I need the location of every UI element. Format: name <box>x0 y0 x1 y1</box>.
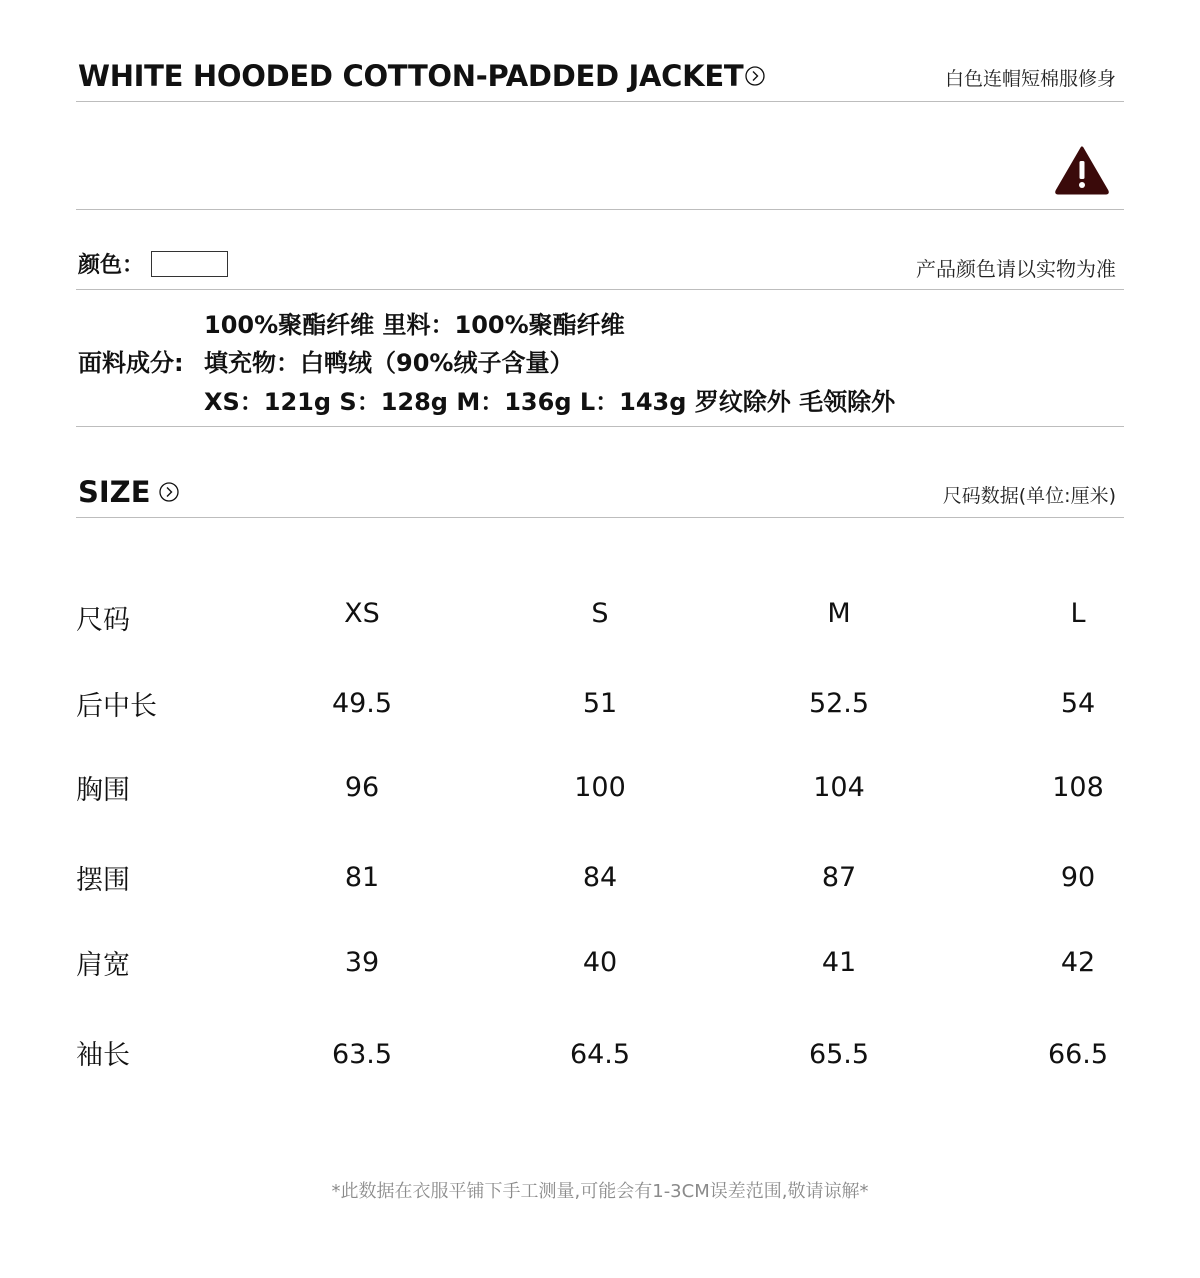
size-header-cell: L <box>1070 598 1086 629</box>
table-cell: 90 <box>1060 862 1096 893</box>
table-cell: 104 <box>813 772 865 803</box>
color-note: 产品颜色请以实物为准 <box>916 257 1116 281</box>
product-subtitle-cn: 白色连帽短棉服修身 <box>944 68 1116 90</box>
color-swatch <box>151 251 228 277</box>
table-cell: 39 <box>344 947 380 978</box>
fabric-line: XS：121g S：128g M：136g L：143g 罗纹除外 毛领除外 <box>204 388 896 416</box>
size-heading <box>78 474 179 510</box>
size-header-cell: M <box>827 598 851 629</box>
table-cell: 108 <box>1052 772 1104 803</box>
table-cell: 66.5 <box>1047 1039 1109 1070</box>
table-row <box>0 1033 1200 1073</box>
table-row <box>0 768 1200 808</box>
table-row <box>0 684 1200 724</box>
divider <box>76 289 1124 290</box>
chevron-circle-icon <box>745 66 765 86</box>
row-label: 尺码 <box>76 605 130 636</box>
table-cell: 52.5 <box>808 688 870 719</box>
size-header-cell: S <box>591 598 609 629</box>
size-heading-text: SIZE <box>78 475 151 509</box>
table-header-row <box>0 598 1200 638</box>
table-cell: 96 <box>344 772 380 803</box>
table-cell: 42 <box>1060 947 1096 978</box>
table-cell: 65.5 <box>808 1039 870 1070</box>
fabric-line: 填充物：白鸭绒（90%绒子含量） <box>204 349 574 377</box>
table-cell: 84 <box>582 862 618 893</box>
row-label: 袖长 <box>76 1040 130 1071</box>
table-cell: 54 <box>1060 688 1096 719</box>
row-label: 胸围 <box>76 775 130 806</box>
divider <box>76 101 1124 102</box>
row-label: 后中长 <box>76 691 157 722</box>
table-cell: 64.5 <box>569 1039 631 1070</box>
divider <box>76 426 1124 427</box>
measurement-footnote: *此数据在衣服平铺下手工测量,可能会有1-3CM误差范围,敬请谅解* <box>331 1181 869 1202</box>
fabric-label: 面料成分: <box>78 349 184 377</box>
color-label: 颜色： <box>78 253 145 278</box>
table-cell: 49.5 <box>331 688 393 719</box>
warning-triangle-icon <box>1054 145 1110 195</box>
table-cell: 81 <box>344 862 380 893</box>
chevron-circle-icon <box>159 482 179 502</box>
table-row <box>0 858 1200 898</box>
table-row <box>0 943 1200 983</box>
table-cell: 41 <box>821 947 857 978</box>
table-cell: 87 <box>821 862 857 893</box>
row-label: 摆围 <box>76 865 130 896</box>
table-cell: 51 <box>582 688 618 719</box>
row-label: 肩宽 <box>76 950 130 981</box>
divider <box>76 517 1124 518</box>
divider <box>76 209 1124 210</box>
table-cell: 100 <box>574 772 626 803</box>
fabric-line: 100%聚酯纤维 里料：100%聚酯纤维 <box>204 311 625 339</box>
table-cell: 63.5 <box>331 1039 393 1070</box>
unit-note: 尺码数据(单位:厘米) <box>942 485 1116 507</box>
size-header-cell: XS <box>344 598 380 629</box>
product-title-text: WHITE HOODED COTTON-PADDED JACKET <box>78 59 744 93</box>
product-title <box>78 58 765 94</box>
table-cell: 40 <box>582 947 618 978</box>
